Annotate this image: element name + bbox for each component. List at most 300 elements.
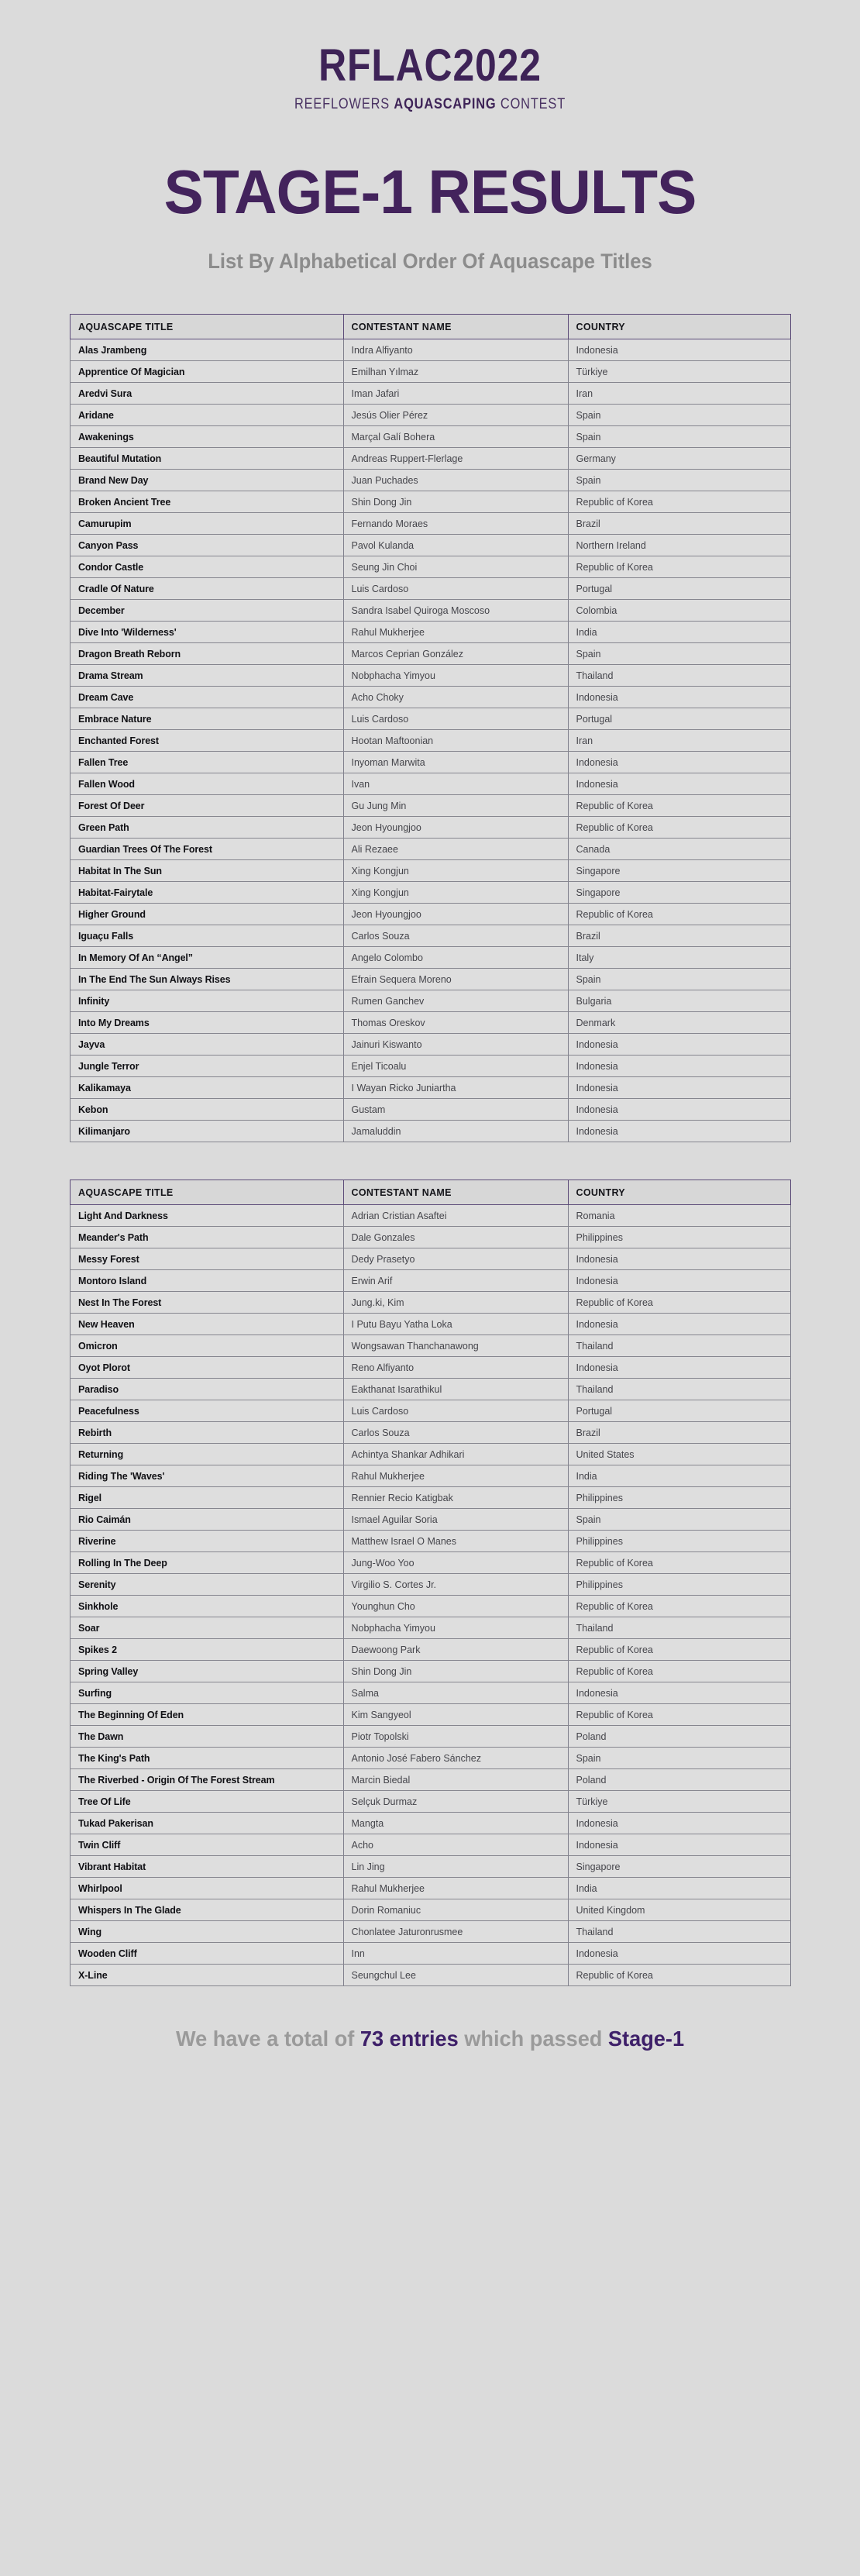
- cell-contestant-name: Matthew Israel O Manes: [343, 1531, 568, 1552]
- cell-country: Spain: [568, 470, 791, 491]
- cell-aquascape-title: Soar: [71, 1617, 344, 1639]
- table-row: [71, 1791, 791, 1813]
- cell-contestant-name: Iman Jafari: [343, 383, 568, 405]
- table-row: [71, 383, 791, 405]
- logo-year-text: 2022: [452, 40, 542, 91]
- cell-country: Poland: [568, 1769, 791, 1791]
- cell-country: Poland: [568, 1726, 791, 1748]
- logo-brand-text: RFLAC: [318, 40, 453, 91]
- cell-contestant-name: Emilhan Yılmaz: [343, 361, 568, 383]
- table-row: [71, 882, 791, 904]
- cell-country: Thailand: [568, 1379, 791, 1400]
- cell-country: Spain: [568, 969, 791, 990]
- cell-country: Republic of Korea: [568, 1704, 791, 1726]
- cell-contestant-name: Reno Alfiyanto: [343, 1357, 568, 1379]
- cell-aquascape-title: Habitat In The Sun: [71, 860, 344, 882]
- cell-contestant-name: Carlos Souza: [343, 925, 568, 947]
- cell-contestant-name: Kim Sangyeol: [343, 1704, 568, 1726]
- table-row: [71, 1034, 791, 1056]
- cell-aquascape-title: Riverine: [71, 1531, 344, 1552]
- cell-contestant-name: Jung.ki, Kim: [343, 1292, 568, 1314]
- cell-contestant-name: I Putu Bayu Yatha Loka: [343, 1314, 568, 1335]
- table-row: [71, 1574, 791, 1596]
- column-header-country: COUNTRY: [568, 1180, 791, 1205]
- cell-aquascape-title: Messy Forest: [71, 1248, 344, 1270]
- results-table-2-body: [71, 1205, 791, 1986]
- column-header-contestant-name: CONTESTANT NAME: [343, 315, 568, 339]
- cell-aquascape-title: The Dawn: [71, 1726, 344, 1748]
- table-header-row: [71, 1180, 791, 1205]
- table-row: [71, 470, 791, 491]
- table-row: [71, 730, 791, 752]
- column-header-country: COUNTRY: [568, 315, 791, 339]
- column-header-contestant-name: CONTESTANT NAME: [343, 1180, 568, 1205]
- table-row: [71, 665, 791, 687]
- cell-contestant-name: Lin Jing: [343, 1856, 568, 1878]
- table-row: [71, 361, 791, 383]
- cell-contestant-name: Luis Cardoso: [343, 1400, 568, 1422]
- cell-aquascape-title: Beautiful Mutation: [71, 448, 344, 470]
- cell-contestant-name: Shin Dong Jin: [343, 491, 568, 513]
- cell-contestant-name: Gu Jung Min: [343, 795, 568, 817]
- cell-country: Philippines: [568, 1531, 791, 1552]
- cell-country: Republic of Korea: [568, 817, 791, 839]
- cell-country: Republic of Korea: [568, 1965, 791, 1986]
- table-row: [71, 1769, 791, 1791]
- cell-country: Portugal: [568, 578, 791, 600]
- cell-contestant-name: Pavol Kulanda: [343, 535, 568, 556]
- cell-aquascape-title: Vibrant Habitat: [71, 1856, 344, 1878]
- table-row: [71, 1617, 791, 1639]
- cell-contestant-name: Dorin Romaniuc: [343, 1899, 568, 1921]
- cell-country: United Kingdom: [568, 1899, 791, 1921]
- cell-contestant-name: Virgilio S. Cortes Jr.: [343, 1574, 568, 1596]
- table-row: [71, 1248, 791, 1270]
- cell-aquascape-title: Camurupim: [71, 513, 344, 535]
- cell-contestant-name: Juan Puchades: [343, 470, 568, 491]
- cell-contestant-name: Enjel Ticoalu: [343, 1056, 568, 1077]
- cell-contestant-name: Fernando Moraes: [343, 513, 568, 535]
- cell-country: Türkiye: [568, 361, 791, 383]
- cell-contestant-name: I Wayan Ricko Juniartha: [343, 1077, 568, 1099]
- table-row: [71, 643, 791, 665]
- cell-country: Singapore: [568, 860, 791, 882]
- cell-country: Spain: [568, 1509, 791, 1531]
- cell-aquascape-title: Rebirth: [71, 1422, 344, 1444]
- cell-country: Portugal: [568, 1400, 791, 1422]
- table-row: [71, 1965, 791, 1986]
- cell-aquascape-title: Wing: [71, 1921, 344, 1943]
- cell-contestant-name: Wongsawan Thanchanawong: [343, 1335, 568, 1357]
- cell-aquascape-title: Embrace Nature: [71, 708, 344, 730]
- cell-country: Brazil: [568, 925, 791, 947]
- table-row: [71, 1205, 791, 1227]
- cell-contestant-name: Jamaluddin: [343, 1121, 568, 1142]
- table-row: [71, 1487, 791, 1509]
- cell-contestant-name: Salma: [343, 1682, 568, 1704]
- cell-contestant-name: Thomas Oreskov: [343, 1012, 568, 1034]
- cell-contestant-name: Rahul Mukherjee: [343, 1878, 568, 1899]
- cell-contestant-name: Efrain Sequera Moreno: [343, 969, 568, 990]
- results-table-1: [70, 314, 791, 1142]
- cell-contestant-name: Younghun Cho: [343, 1596, 568, 1617]
- cell-country: Indonesia: [568, 1077, 791, 1099]
- cell-country: Republic of Korea: [568, 1596, 791, 1617]
- cell-country: Türkiye: [568, 1791, 791, 1813]
- cell-aquascape-title: Iguaçu Falls: [71, 925, 344, 947]
- table-row: [71, 1834, 791, 1856]
- table-row: [71, 947, 791, 969]
- table-row: [71, 1639, 791, 1661]
- table-row: [71, 1465, 791, 1487]
- table-row: [71, 1012, 791, 1034]
- table-row: [71, 1379, 791, 1400]
- table-row: [71, 1227, 791, 1248]
- cell-aquascape-title: Rigel: [71, 1487, 344, 1509]
- cell-aquascape-title: The Riverbed - Origin Of The Forest Stream: [71, 1769, 344, 1791]
- cell-country: Republic of Korea: [568, 491, 791, 513]
- cell-country: Iran: [568, 383, 791, 405]
- cell-aquascape-title: Aridane: [71, 405, 344, 426]
- cell-country: Iran: [568, 730, 791, 752]
- cell-country: Republic of Korea: [568, 1292, 791, 1314]
- cell-country: Indonesia: [568, 1056, 791, 1077]
- brand-logo: [0, 0, 860, 113]
- cell-contestant-name: Inyoman Marwita: [343, 752, 568, 773]
- table-row: [71, 1899, 791, 1921]
- table-row: [71, 795, 791, 817]
- cell-aquascape-title: Into My Dreams: [71, 1012, 344, 1034]
- cell-contestant-name: Acho: [343, 1834, 568, 1856]
- table-row: [71, 969, 791, 990]
- table-row: [71, 687, 791, 708]
- cell-aquascape-title: Awakenings: [71, 426, 344, 448]
- cell-aquascape-title: Habitat-Fairytale: [71, 882, 344, 904]
- cell-contestant-name: Nobphacha Yimyou: [343, 665, 568, 687]
- table-row: [71, 1748, 791, 1769]
- cell-contestant-name: Rennier Recio Katigbak: [343, 1487, 568, 1509]
- table-row: [71, 1704, 791, 1726]
- cell-contestant-name: Jainuri Kiswanto: [343, 1034, 568, 1056]
- table-row: [71, 339, 791, 361]
- cell-aquascape-title: Wooden Cliff: [71, 1943, 344, 1965]
- cell-contestant-name: Rumen Ganchev: [343, 990, 568, 1012]
- cell-aquascape-title: Whirlpool: [71, 1878, 344, 1899]
- cell-contestant-name: Achintya Shankar Adhikari: [343, 1444, 568, 1465]
- table-row: [71, 1400, 791, 1422]
- cell-contestant-name: Ali Rezaee: [343, 839, 568, 860]
- cell-contestant-name: Jeon Hyoungjoo: [343, 904, 568, 925]
- cell-country: Canada: [568, 839, 791, 860]
- cell-country: Indonesia: [568, 687, 791, 708]
- cell-contestant-name: Jeon Hyoungjoo: [343, 817, 568, 839]
- column-header-aquascape-title: AQUASCAPE TITLE: [71, 315, 344, 339]
- cell-contestant-name: Nobphacha Yimyou: [343, 1617, 568, 1639]
- cell-country: Indonesia: [568, 1357, 791, 1379]
- table-row: [71, 1856, 791, 1878]
- cell-aquascape-title: Omicron: [71, 1335, 344, 1357]
- cell-aquascape-title: Returning: [71, 1444, 344, 1465]
- cell-country: Indonesia: [568, 773, 791, 795]
- results-table-2-wrapper: [70, 1180, 790, 1986]
- table-row: [71, 708, 791, 730]
- cell-aquascape-title: Rio Caimán: [71, 1509, 344, 1531]
- table-row: [71, 1335, 791, 1357]
- cell-aquascape-title: Forest Of Deer: [71, 795, 344, 817]
- cell-contestant-name: Andreas Ruppert-Flerlage: [343, 448, 568, 470]
- table-row: [71, 1422, 791, 1444]
- cell-aquascape-title: Spring Valley: [71, 1661, 344, 1682]
- table-row: [71, 426, 791, 448]
- cell-country: Indonesia: [568, 1121, 791, 1142]
- footer-stage-label: Stage-1: [607, 2027, 685, 2051]
- cell-aquascape-title: New Heaven: [71, 1314, 344, 1335]
- table-row: [71, 860, 791, 882]
- cell-country: Indonesia: [568, 1248, 791, 1270]
- results-table-1-wrapper: [70, 314, 790, 1142]
- cell-contestant-name: Selçuk Durmaz: [343, 1791, 568, 1813]
- table-row: [71, 1314, 791, 1335]
- cell-aquascape-title: Tukad Pakerisan: [71, 1813, 344, 1834]
- cell-country: Romania: [568, 1205, 791, 1227]
- cell-aquascape-title: Light And Darkness: [71, 1205, 344, 1227]
- table-row: [71, 1099, 791, 1121]
- cell-contestant-name: Jesús Olier Pérez: [343, 405, 568, 426]
- cell-country: Republic of Korea: [568, 1661, 791, 1682]
- cell-country: Indonesia: [568, 1314, 791, 1335]
- cell-contestant-name: Marçal Galí Bohera: [343, 426, 568, 448]
- table-row: [71, 1682, 791, 1704]
- results-table-1-body: [71, 339, 791, 1142]
- cell-aquascape-title: Apprentice Of Magician: [71, 361, 344, 383]
- cell-country: Denmark: [568, 1012, 791, 1034]
- cell-aquascape-title: In Memory Of An “Angel”: [71, 947, 344, 969]
- cell-aquascape-title: Condor Castle: [71, 556, 344, 578]
- cell-country: Singapore: [568, 1856, 791, 1878]
- cell-country: Spain: [568, 1748, 791, 1769]
- cell-country: Republic of Korea: [568, 904, 791, 925]
- cell-country: Republic of Korea: [568, 1552, 791, 1574]
- logo-tagline-bold: AQUASCAPING: [394, 95, 497, 112]
- cell-country: Indonesia: [568, 1943, 791, 1965]
- cell-aquascape-title: The King's Path: [71, 1748, 344, 1769]
- cell-aquascape-title: December: [71, 600, 344, 622]
- table-row: [71, 1121, 791, 1142]
- table-row: [71, 578, 791, 600]
- footer-text-part2: which passed: [458, 2027, 608, 2051]
- footer-entry-count: 73 entries: [359, 2027, 459, 2051]
- table-row: [71, 817, 791, 839]
- cell-aquascape-title: Montoro Island: [71, 1270, 344, 1292]
- cell-country: Portugal: [568, 708, 791, 730]
- cell-country: Philippines: [568, 1574, 791, 1596]
- cell-aquascape-title: Dragon Breath Reborn: [71, 643, 344, 665]
- cell-contestant-name: Xing Kongjun: [343, 860, 568, 882]
- results-table-2: [70, 1180, 791, 1986]
- cell-country: India: [568, 1878, 791, 1899]
- cell-country: Germany: [568, 448, 791, 470]
- table-row: [71, 1813, 791, 1834]
- cell-country: United States: [568, 1444, 791, 1465]
- table-row: [71, 1943, 791, 1965]
- table-row: [71, 752, 791, 773]
- cell-contestant-name: Inn: [343, 1943, 568, 1965]
- cell-country: India: [568, 622, 791, 643]
- cell-country: Colombia: [568, 600, 791, 622]
- cell-contestant-name: Marcin Biedal: [343, 1769, 568, 1791]
- cell-contestant-name: Rahul Mukherjee: [343, 622, 568, 643]
- table-row: [71, 1661, 791, 1682]
- table-header-row: [71, 315, 791, 339]
- table-row: [71, 1357, 791, 1379]
- cell-country: Indonesia: [568, 1813, 791, 1834]
- cell-aquascape-title: Peacefulness: [71, 1400, 344, 1422]
- cell-contestant-name: Chonlatee Jaturonrusmee: [343, 1921, 568, 1943]
- cell-country: India: [568, 1465, 791, 1487]
- cell-aquascape-title: Green Path: [71, 817, 344, 839]
- cell-country: Philippines: [568, 1487, 791, 1509]
- cell-aquascape-title: Surfing: [71, 1682, 344, 1704]
- cell-country: Brazil: [568, 513, 791, 535]
- cell-aquascape-title: Meander's Path: [71, 1227, 344, 1248]
- cell-country: Indonesia: [568, 1834, 791, 1856]
- cell-country: Indonesia: [568, 1270, 791, 1292]
- cell-contestant-name: Indra Alfiyanto: [343, 339, 568, 361]
- cell-contestant-name: Ismael Aguilar Soria: [343, 1509, 568, 1531]
- cell-contestant-name: Xing Kongjun: [343, 882, 568, 904]
- cell-aquascape-title: Dream Cave: [71, 687, 344, 708]
- cell-country: Spain: [568, 643, 791, 665]
- table-row: [71, 556, 791, 578]
- cell-contestant-name: Luis Cardoso: [343, 708, 568, 730]
- table-row: [71, 1056, 791, 1077]
- cell-aquascape-title: Aredvi Sura: [71, 383, 344, 405]
- cell-contestant-name: Dale Gonzales: [343, 1227, 568, 1248]
- cell-aquascape-title: Rolling In The Deep: [71, 1552, 344, 1574]
- cell-aquascape-title: Cradle Of Nature: [71, 578, 344, 600]
- table-row: [71, 1596, 791, 1617]
- cell-aquascape-title: Alas Jrambeng: [71, 339, 344, 361]
- cell-country: Thailand: [568, 665, 791, 687]
- table-row: [71, 535, 791, 556]
- cell-contestant-name: Piotr Topolski: [343, 1726, 568, 1748]
- table-row: [71, 1878, 791, 1899]
- cell-aquascape-title: Jungle Terror: [71, 1056, 344, 1077]
- cell-contestant-name: Sandra Isabel Quiroga Moscoso: [343, 600, 568, 622]
- cell-aquascape-title: Kebon: [71, 1099, 344, 1121]
- cell-country: Republic of Korea: [568, 556, 791, 578]
- cell-aquascape-title: Infinity: [71, 990, 344, 1012]
- cell-contestant-name: Shin Dong Jin: [343, 1661, 568, 1682]
- cell-contestant-name: Ivan: [343, 773, 568, 795]
- logo-tagline: [69, 95, 791, 113]
- cell-country: Indonesia: [568, 1099, 791, 1121]
- cell-aquascape-title: Dive Into 'Wilderness': [71, 622, 344, 643]
- cell-aquascape-title: Paradiso: [71, 1379, 344, 1400]
- table-row: [71, 1921, 791, 1943]
- cell-aquascape-title: Fallen Tree: [71, 752, 344, 773]
- table-row: [71, 491, 791, 513]
- cell-aquascape-title: Brand New Day: [71, 470, 344, 491]
- cell-contestant-name: Angelo Colombo: [343, 947, 568, 969]
- cell-aquascape-title: Riding The 'Waves': [71, 1465, 344, 1487]
- logo-tagline-post: CONTEST: [496, 95, 566, 112]
- cell-contestant-name: Gustam: [343, 1099, 568, 1121]
- cell-aquascape-title: Enchanted Forest: [71, 730, 344, 752]
- cell-country: Northern Ireland: [568, 535, 791, 556]
- table-row: [71, 600, 791, 622]
- cell-aquascape-title: Spikes 2: [71, 1639, 344, 1661]
- cell-country: Indonesia: [568, 1034, 791, 1056]
- table-row: [71, 904, 791, 925]
- table-row: [71, 1531, 791, 1552]
- cell-contestant-name: Dedy Prasetyo: [343, 1248, 568, 1270]
- cell-aquascape-title: Guardian Trees Of The Forest: [71, 839, 344, 860]
- cell-country: Republic of Korea: [568, 795, 791, 817]
- table-row: [71, 839, 791, 860]
- cell-aquascape-title: Whispers In The Glade: [71, 1899, 344, 1921]
- table-row: [71, 1726, 791, 1748]
- cell-country: Thailand: [568, 1617, 791, 1639]
- table-row: [71, 1270, 791, 1292]
- cell-aquascape-title: In The End The Sun Always Rises: [71, 969, 344, 990]
- cell-country: Singapore: [568, 882, 791, 904]
- cell-country: Thailand: [568, 1335, 791, 1357]
- cell-aquascape-title: Oyot Plorot: [71, 1357, 344, 1379]
- cell-country: Spain: [568, 426, 791, 448]
- table-row: [71, 1444, 791, 1465]
- table-row: [71, 1292, 791, 1314]
- logo-tagline-pre: REEFLOWERS: [294, 95, 394, 112]
- page-title: STAGE-1 RESULTS: [163, 157, 697, 226]
- cell-contestant-name: Antonio José Fabero Sánchez: [343, 1748, 568, 1769]
- cell-aquascape-title: Jayva: [71, 1034, 344, 1056]
- footer-text-part1: We have a total of: [175, 2027, 360, 2051]
- cell-contestant-name: Seung Jin Choi: [343, 556, 568, 578]
- cell-contestant-name: Carlos Souza: [343, 1422, 568, 1444]
- cell-contestant-name: Hootan Maftoonian: [343, 730, 568, 752]
- cell-aquascape-title: Kilimanjaro: [71, 1121, 344, 1142]
- column-header-aquascape-title: AQUASCAPE TITLE: [71, 1180, 344, 1205]
- cell-contestant-name: Erwin Arif: [343, 1270, 568, 1292]
- table-row: [71, 1552, 791, 1574]
- table-row: [71, 773, 791, 795]
- logo-brand-line: [60, 40, 800, 91]
- cell-contestant-name: Daewoong Park: [343, 1639, 568, 1661]
- footer-total: [13, 2027, 848, 2087]
- cell-aquascape-title: Sinkhole: [71, 1596, 344, 1617]
- cell-country: Indonesia: [568, 339, 791, 361]
- table-row: [71, 405, 791, 426]
- cell-aquascape-title: The Beginning Of Eden: [71, 1704, 344, 1726]
- cell-contestant-name: Eakthanat Isarathikul: [343, 1379, 568, 1400]
- cell-aquascape-title: Kalikamaya: [71, 1077, 344, 1099]
- cell-country: Spain: [568, 405, 791, 426]
- cell-aquascape-title: Broken Ancient Tree: [71, 491, 344, 513]
- cell-country: Thailand: [568, 1921, 791, 1943]
- cell-contestant-name: Luis Cardoso: [343, 578, 568, 600]
- cell-contestant-name: Jung-Woo Yoo: [343, 1552, 568, 1574]
- cell-aquascape-title: Nest In The Forest: [71, 1292, 344, 1314]
- table-row: [71, 1077, 791, 1099]
- cell-aquascape-title: Fallen Wood: [71, 773, 344, 795]
- table-row: [71, 622, 791, 643]
- cell-aquascape-title: Twin Cliff: [71, 1834, 344, 1856]
- table-row: [71, 513, 791, 535]
- cell-aquascape-title: Serenity: [71, 1574, 344, 1596]
- cell-country: Brazil: [568, 1422, 791, 1444]
- cell-country: Italy: [568, 947, 791, 969]
